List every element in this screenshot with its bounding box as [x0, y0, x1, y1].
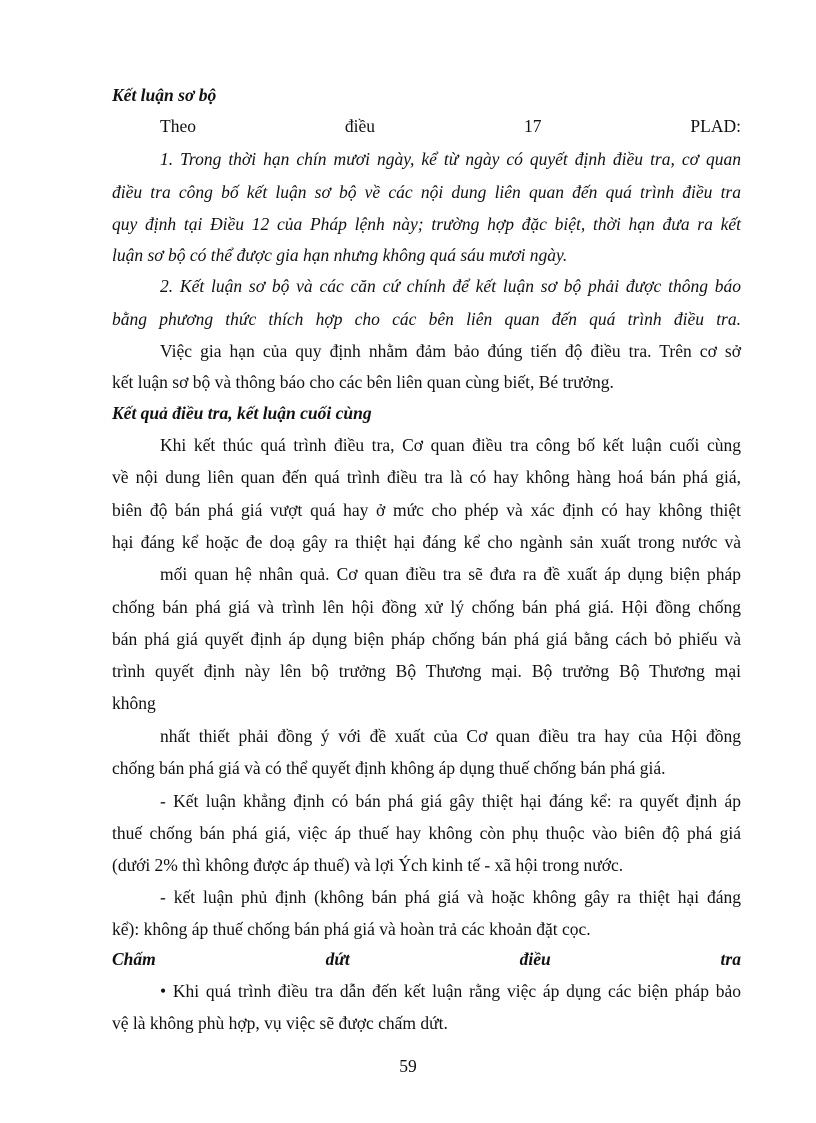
paragraph-line: vệ là không phù hợp, vụ việc sẽ được chấm dứt. — [112, 1013, 448, 1033]
word: Theo — [160, 116, 196, 136]
paragraph-line: điều tra công bố kết luận sơ bộ về các nội dung liên quan đến quá trình điều tra — [112, 182, 741, 202]
paragraph-line: kết luận sơ bộ và thông báo cho các bên liên quan cùng biết, Bé trưởng. — [112, 372, 614, 392]
heading-word: dứt — [325, 949, 350, 969]
paragraph-line: mối quan hệ nhân quả. Cơ quan điều tra sẽ đưa ra đề xuất áp dụng biện pháp — [160, 564, 741, 584]
paragraph-line: (dưới 2% thì không được áp thuế) và lợi Ých kinh tế - xã hội trong nước. — [112, 855, 624, 875]
paragraph-line: thuế chống bán phá giá, việc áp thuế hay không còn phụ thuộc vào biên độ phá giá — [112, 823, 741, 843]
word: PLAD: — [690, 116, 741, 136]
paragraph-line: 2. Kết luận sơ bộ và các căn cứ chính để kết luận sơ bộ phải được thông báo — [160, 276, 741, 296]
paragraph-line: biên độ bán phá giá vượt quá hay ở mức cho phép và xác định có hay không thiệt — [112, 500, 741, 520]
paragraph-line: • Khi quá trình điều tra dẫn đến kết luận rằng việc áp dụng các biện pháp bảo — [160, 981, 741, 1001]
section-heading-final-conclusion: Kết quả điều tra, kết luận cuối cùng — [112, 403, 372, 423]
paragraph-line — [160, 115, 741, 137]
heading-word: điều — [519, 949, 551, 969]
section-heading-termination — [112, 948, 741, 970]
paragraph-line: chống bán phá giá và có thể quyết định không áp dụng thuế chống bán phá giá. — [112, 758, 666, 778]
paragraph-line: - kết luận phủ định (không bán phá giá và hoặc không gây ra thiệt hại đáng — [160, 887, 741, 907]
paragraph-line: bán phá giá quyết định áp dụng biện pháp chống bán phá giá bằng cách bỏ phiếu và — [112, 629, 741, 649]
paragraph-line: kể): không áp thuế chống bán phá giá và hoàn trả các khoản đặt cọc. — [112, 919, 591, 939]
paragraph-line: hại đáng kể hoặc đe doạ gây ra thiệt hại đáng kể cho ngành sản xuất trong nước và — [112, 532, 741, 552]
paragraph-line: - Kết luận khẳng định có bán phá giá gây thiệt hại đáng kể: ra quyết định áp — [160, 791, 741, 811]
paragraph-line: bằng phương thức thích hợp cho các bên liên quan đến quá trình điều tra. — [112, 309, 741, 329]
paragraph-line: Khi kết thúc quá trình điều tra, Cơ quan điều tra công bố kết luận cuối cùng — [160, 435, 741, 455]
word: 17 — [523, 116, 542, 136]
page-number: 59 — [399, 1056, 417, 1076]
paragraph-line: quy định tại Điều 12 của Pháp lệnh này; trường hợp đặc biệt, thời hạn đưa ra kết — [112, 214, 741, 234]
paragraph-line: chống bán phá giá và trình lên hội đồng xử lý chống bán phá giá. Hội đồng chống — [112, 597, 741, 617]
paragraph-line: luận sơ bộ có thể được gia hạn nhưng không quá sáu mươi ngày. — [112, 245, 568, 265]
paragraph-line: không — [112, 693, 156, 713]
paragraph-line: nhất thiết phải đồng ý với đề xuất của Cơ quan điều tra hay của Hội đồng — [160, 726, 741, 746]
paragraph-line: Việc gia hạn của quy định nhằm đảm bảo đúng tiến độ điều tra. Trên cơ sở — [160, 341, 741, 361]
word: điều — [344, 116, 376, 136]
heading-word: Chấm — [112, 949, 156, 969]
section-heading-preliminary-conclusion: Kết luận sơ bộ — [112, 85, 217, 105]
heading-word: tra — [720, 949, 741, 969]
paragraph-line: về nội dung liên quan đến quá trình điều tra là có hay không hàng hoá bán phá giá, — [112, 467, 741, 487]
paragraph-line: 1. Trong thời hạn chín mươi ngày, kể từ ngày có quyết định điều tra, cơ quan — [160, 149, 741, 169]
paragraph-line: trình quyết định này lên bộ trưởng Bộ Thương mại. Bộ trưởng Bộ Thương mại — [112, 661, 741, 681]
